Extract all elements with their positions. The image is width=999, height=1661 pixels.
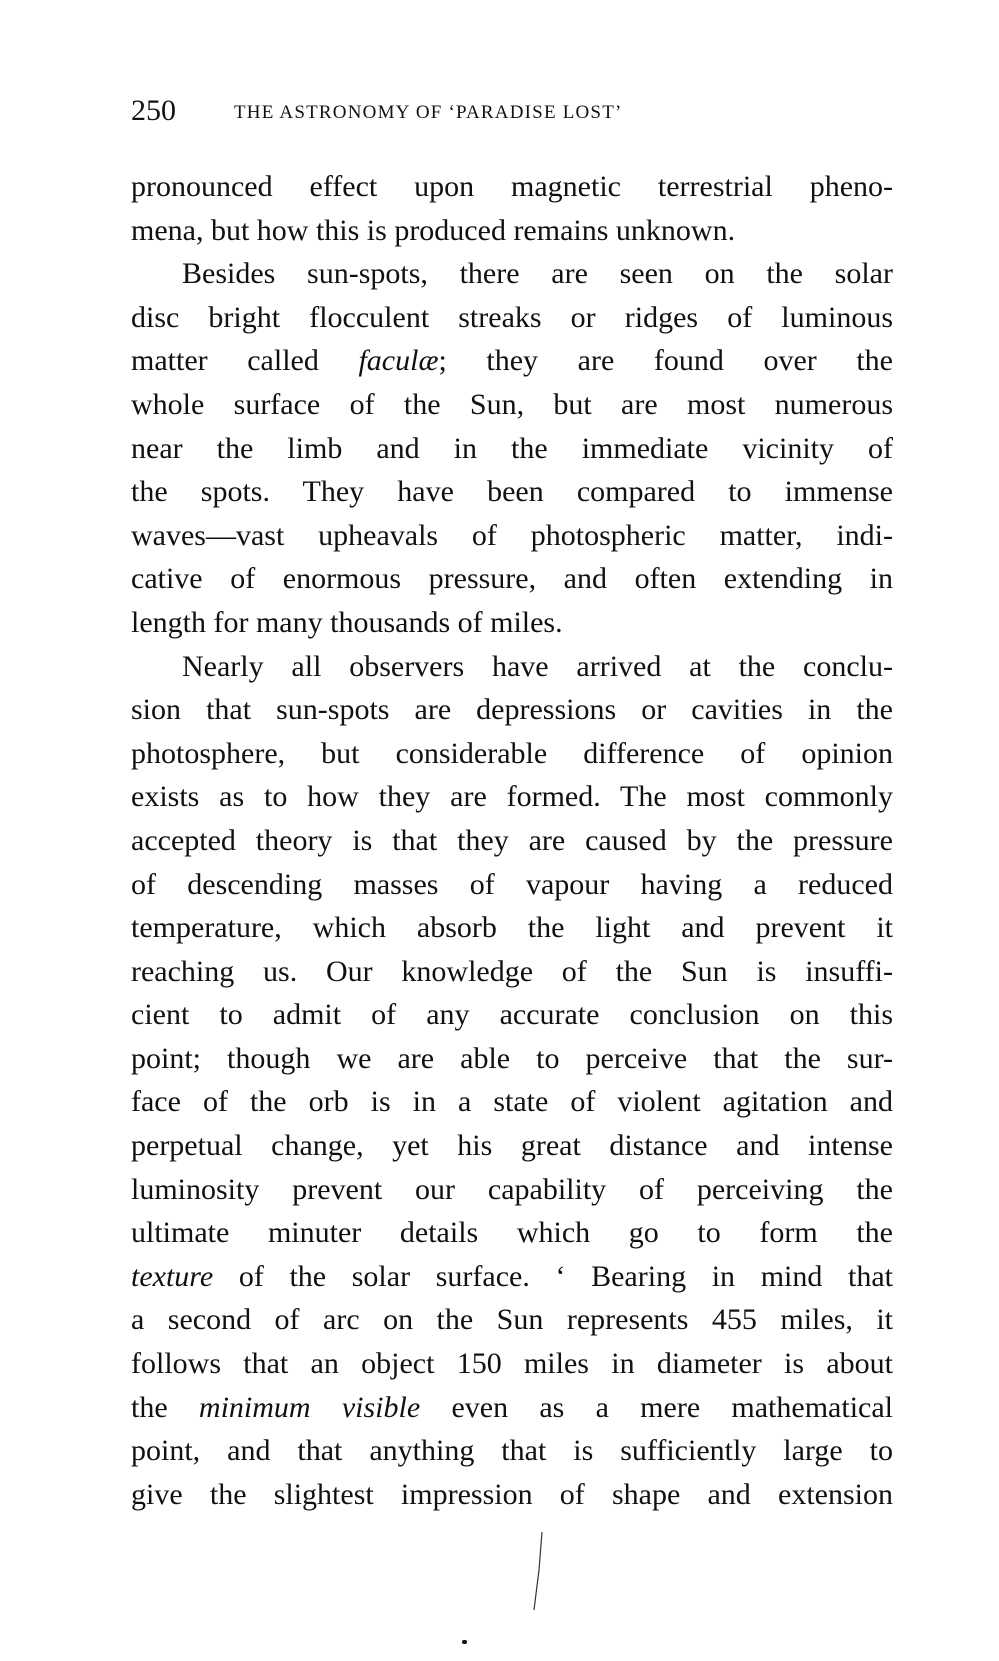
text-segment: even as a mere mathematical	[420, 1390, 893, 1424]
italic-text: minimum visible	[198, 1390, 421, 1424]
text-line	[131, 252, 893, 296]
page-number: 250	[131, 94, 176, 127]
text-segment: length for many thousands of miles.	[131, 605, 563, 639]
text-line	[131, 1080, 893, 1124]
text-line	[131, 1386, 893, 1430]
text-segment: of descending masses of vapour having a reduced	[131, 867, 893, 901]
text-segment: cative of enormous pressure, and often extending in	[131, 562, 893, 596]
text-line	[131, 1473, 893, 1517]
text-segment: waves—vast upheavals of photospheric matter, indi-	[131, 518, 893, 552]
text-segment: disc bright flocculent streaks or ridges of luminous	[131, 300, 893, 334]
text-line	[131, 427, 893, 471]
text-segment: Nearly all observers have arrived at the conclu-	[182, 649, 893, 683]
running-header	[131, 94, 831, 134]
text-segment: reaching us. Our knowledge of the Sun is insuffi-	[131, 954, 893, 988]
running-title: THE ASTRONOMY OF ‘PARADISE LOST’	[234, 102, 623, 123]
text-line	[131, 775, 893, 819]
text-line	[131, 863, 893, 907]
text-segment: Besides sun-spots, there are seen on the solar	[182, 257, 893, 291]
text-segment: accepted theory is that they are caused by the pressure	[131, 823, 893, 857]
scan-speck-icon	[462, 1640, 467, 1644]
text-segment: cient to admit of any accurate conclusion on this	[131, 998, 893, 1032]
text-line	[131, 296, 893, 340]
text-line	[131, 993, 893, 1037]
text-segment: the spots. They have been compared to immense	[131, 475, 893, 509]
text-segment: matter called	[131, 344, 359, 378]
text-line	[131, 1255, 893, 1299]
text-line	[131, 209, 893, 253]
text-line	[131, 1298, 893, 1342]
text-segment: ultimate minuter details which go to form the	[131, 1216, 893, 1250]
text-segment: point; though we are able to perceive that the sur-	[131, 1041, 893, 1075]
text-line	[131, 514, 893, 558]
text-segment: photosphere, but considerable difference of opinion	[131, 736, 893, 770]
text-line	[131, 819, 893, 863]
scan-blemish-icon	[520, 1530, 550, 1620]
text-segment: of the solar surface. ‘ Bearing in mind that	[213, 1259, 893, 1293]
text-line	[131, 1124, 893, 1168]
text-line	[131, 645, 893, 689]
text-segment: face of the orb is in a state of violent agitation and	[131, 1085, 893, 1119]
italic-text: texture	[131, 1259, 214, 1293]
text-line	[131, 732, 893, 776]
text-segment: the	[131, 1390, 199, 1424]
text-line	[131, 601, 893, 645]
text-segment: sion that sun-spots are depressions or cavities in the	[131, 693, 893, 727]
text-segment: follows that an object 150 miles in diameter is about	[131, 1347, 893, 1381]
text-segment: whole surface of the Sun, but are most numerous	[131, 387, 893, 421]
text-segment: temperature, which absorb the light and prevent it	[131, 911, 893, 945]
text-line	[131, 339, 893, 383]
text-segment: pronounced effect upon magnetic terrestrial pheno-	[131, 170, 893, 203]
body-text	[131, 165, 893, 1516]
text-segment: ; they are found over the	[438, 344, 893, 378]
text-line	[131, 165, 893, 209]
text-segment: near the limb and in the immediate vicinity of	[131, 431, 893, 465]
text-segment: exists as to how they are formed. The most commonly	[131, 780, 893, 814]
text-line	[131, 1429, 893, 1473]
text-segment: mena, but how this is produced remains unknown.	[131, 213, 736, 247]
text-line	[131, 1342, 893, 1386]
text-line	[131, 383, 893, 427]
text-segment: point, and that anything that is sufficiently large to	[131, 1434, 893, 1468]
text-line	[131, 470, 893, 514]
text-line	[131, 1168, 893, 1212]
text-line	[131, 557, 893, 601]
text-line	[131, 1211, 893, 1255]
text-line	[131, 906, 893, 950]
text-segment: luminosity prevent our capability of perceiving the	[131, 1172, 893, 1206]
text-segment: perpetual change, yet his great distance and intense	[131, 1129, 893, 1163]
text-line	[131, 688, 893, 732]
text-segment: give the slightest impression of shape and extension	[131, 1477, 893, 1511]
text-line	[131, 1037, 893, 1081]
text-line	[131, 950, 893, 994]
italic-text: faculæ	[358, 344, 439, 378]
text-segment: a second of arc on the Sun represents 455 miles, it	[131, 1303, 893, 1337]
